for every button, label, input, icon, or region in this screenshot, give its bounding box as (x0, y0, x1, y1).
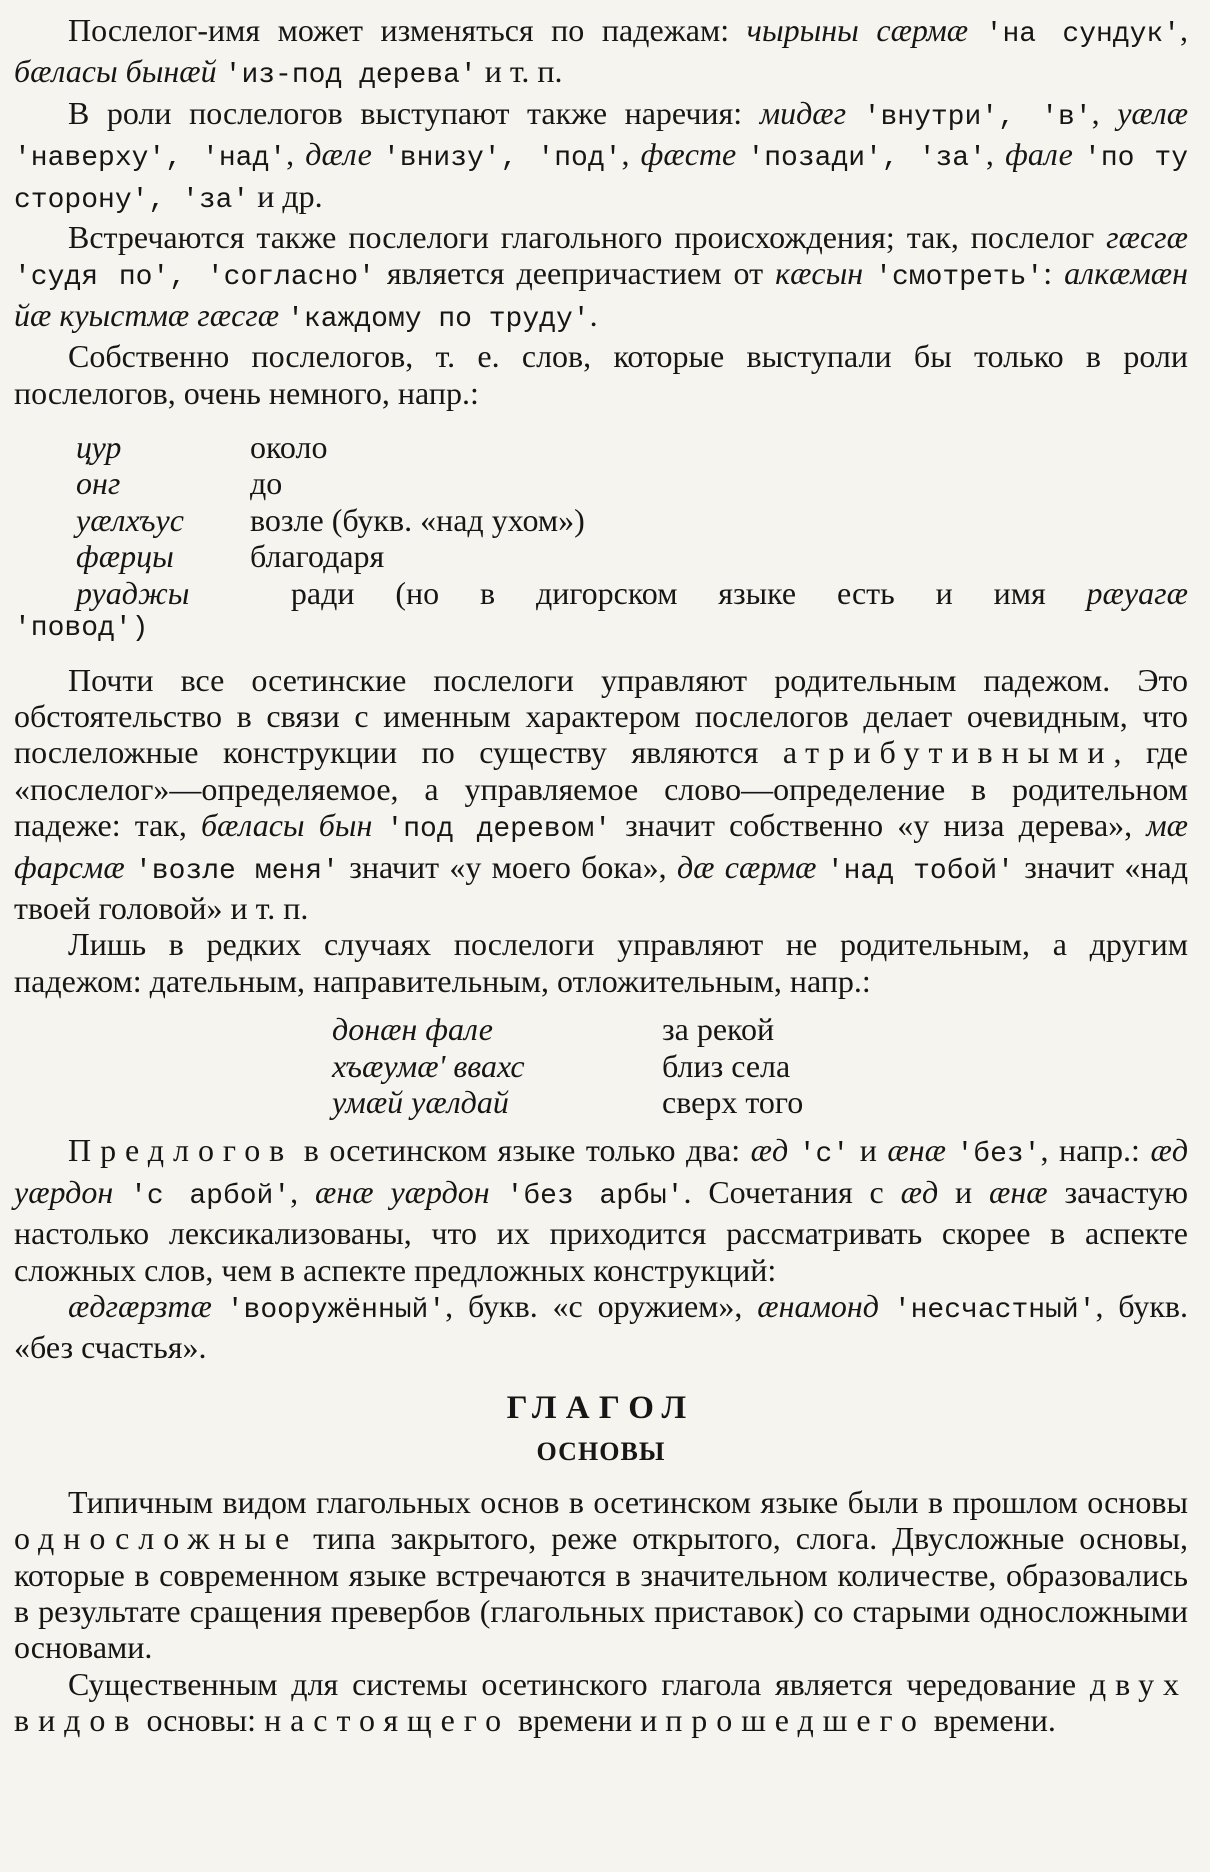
paragraph-postposition-cases (14, 12, 1188, 95)
list-item (76, 502, 585, 538)
meaning-word: ради (290, 574, 355, 611)
gloss: 'внутри', 'в' (863, 101, 1092, 133)
text: , (621, 136, 641, 173)
osset-word: мæ фарсмæ (14, 807, 1189, 885)
text: времени. (925, 1702, 1056, 1739)
text: , (1091, 94, 1118, 131)
paragraph-verb-stems (14, 1484, 1188, 1666)
text: и др. (249, 177, 323, 214)
osset-word: фале (1005, 136, 1073, 173)
text: , (1180, 12, 1189, 48)
spaced-term: настоящего (264, 1702, 511, 1739)
osset-word: цур (76, 429, 122, 466)
text: . Сочетания с (683, 1173, 901, 1210)
gloss: 'внизу', 'под' (382, 143, 622, 175)
text: основы: (138, 1702, 265, 1739)
meaning-word: и (935, 574, 953, 611)
spaced-term: прошедшего (665, 1702, 926, 1739)
osset-word: бæласы бынæй (14, 53, 217, 90)
section-heading: ГЛАГОЛ (506, 1389, 696, 1426)
text: Послелог-имя может изменяться по падежам: (68, 12, 747, 48)
paragraph-prepositions (14, 1132, 1188, 1288)
list-item (76, 538, 585, 574)
gloss: 'с арбой' (130, 1180, 291, 1212)
meaning-word: в (479, 574, 496, 611)
meaning-word: (но (395, 574, 440, 611)
gloss: 'судя по', 'согласно' (14, 262, 375, 294)
gloss: 'под деревом' (386, 814, 611, 846)
paragraph-adverbs (14, 95, 1188, 219)
osset-word: æнæ (887, 1132, 946, 1169)
spaced-term: односложные (14, 1520, 299, 1557)
text: и (849, 1132, 888, 1169)
gloss-continuation: 'повод') (14, 613, 149, 645)
text: и т. п. (476, 53, 563, 90)
osset-word: æд уæрдон (14, 1132, 1189, 1210)
osset-word: бæласы бын (200, 807, 373, 844)
paragraph-lexicalized-examples (14, 1288, 1188, 1366)
osset-word: умæй уæлдай (332, 1083, 509, 1120)
meaning: за рекой (662, 1011, 775, 1048)
gloss: 'по ту сторону', 'за' (14, 143, 1189, 216)
text: , где «послелог»—определяемое, а управляемое слово—определение в родительном падеже: так, (14, 734, 1188, 844)
paragraph-verbal-postpositions (14, 219, 1188, 338)
list-item (332, 1011, 803, 1047)
spaced-term: двух видов (14, 1665, 1188, 1739)
meaning: благодаря (250, 538, 385, 575)
text: типа закрытого, реже открытого, слога. Двусложные основы, которые в современном языке встречаются в значительном количестве, образовались в результате сращения превербов (глагольных приставок) со старыми односложными основами. (14, 1520, 1188, 1666)
subsection-heading: ОСНОВЫ (536, 1436, 666, 1466)
osset-word: донæн фале (332, 1011, 493, 1048)
text: зачастую настолько лексикализованы, что их приходится рассматривать скорее в аспекте сложных слов, чем в аспекте предложных конструкций: (14, 1173, 1189, 1288)
gloss: 'каждому по труду' (287, 303, 590, 335)
meaning: до (250, 465, 283, 502)
gloss: 'возле меня' (134, 855, 339, 887)
gloss: 'смотреть' (875, 262, 1044, 294)
meaning: около (250, 429, 328, 466)
osset-word: мидæг (759, 94, 847, 131)
list-item (76, 465, 585, 501)
text: Типичным видом глагольных основ в осетинском языке были в прошлом основы (68, 1483, 1188, 1520)
osset-word: æдгæрзтæ (68, 1288, 212, 1324)
list-item (332, 1048, 803, 1084)
text: , (290, 1173, 316, 1210)
text: Встречаются также послелоги глагольного происхождения; так, послелог (68, 219, 1107, 256)
osset-word: фæрцы (76, 538, 174, 575)
spaced-term: Предлогов (68, 1132, 294, 1169)
gloss: 'на сундук' (985, 19, 1181, 50)
meaning-word: есть (836, 574, 895, 611)
text: является деепричастием от (374, 255, 776, 292)
text: Существенным для системы осетинского глагола является чередование (68, 1665, 1090, 1702)
osset-word: кæсын (775, 255, 864, 292)
list-item (332, 1084, 803, 1120)
text: , букв. «без счастья». (14, 1288, 1189, 1366)
paragraph-genitive-government (14, 662, 1188, 927)
text: . (589, 296, 598, 333)
list-item (76, 429, 585, 465)
gloss: 'из-под дерева' (224, 60, 477, 92)
osset-word: æнæ уæрдон (315, 1173, 490, 1210)
meaning-word: дигорском (535, 574, 678, 611)
text: значит «над твоей головой» и т. п. (14, 848, 1189, 926)
text: В роли послелогов выступают также наречия: (68, 94, 760, 131)
osset-word: хъæумæ' ввахс (332, 1047, 525, 1084)
gloss: 'вооружённый' (226, 1295, 446, 1326)
osset-word: фæсте (640, 136, 737, 173)
example-list (332, 1011, 803, 1120)
osset-word: æнамонд (757, 1288, 879, 1324)
list-item-last (76, 575, 1188, 611)
paragraph-other-cases: Лишь в редких случаях послелоги управляют не родительным, а другим падежом: дательным, направительным, отложительным, напр.: (14, 926, 1188, 999)
gloss: 'с' (798, 1139, 850, 1171)
osset-word: чырыны сæрмæ (746, 12, 969, 48)
gloss: 'позади', 'за' (747, 143, 986, 175)
osset-word: дæ сæрмæ (676, 848, 817, 885)
gloss: 'без' (956, 1139, 1041, 1171)
gloss: 'над тобой' (826, 855, 1014, 887)
osset-word: æд (900, 1173, 939, 1210)
osset-word: æд (750, 1132, 789, 1169)
meaning-word: языке (718, 574, 797, 611)
postposition-list (76, 429, 585, 575)
osset-word: гæсгæ (1106, 219, 1188, 256)
osset-word: рæуагæ (1086, 574, 1188, 611)
meaning-word: имя (993, 574, 1046, 611)
spaced-term: атрибутивными (782, 734, 1114, 771)
gloss: 'без арбы' (506, 1180, 684, 1212)
text: , (286, 136, 306, 173)
list-item-line (76, 575, 1188, 611)
osset-word: онг (76, 465, 121, 502)
text: значит собственно «у низа дерева», (611, 807, 1147, 844)
paragraph-stem-alternation (14, 1666, 1188, 1739)
osset-word: уæлхъус (76, 501, 184, 538)
osset-word: дæле (305, 136, 372, 173)
text: , напр.: (1040, 1132, 1151, 1169)
text: : (1043, 255, 1065, 292)
osset-word: æнæ (989, 1173, 1048, 1210)
text: в осетинском языке только два: (293, 1132, 751, 1169)
meaning: близ села (662, 1047, 791, 1084)
text: и (938, 1173, 990, 1210)
gloss: 'несчастный' (893, 1295, 1096, 1326)
osset-word: уæлæ (1117, 94, 1189, 131)
osset-word: руаджы (76, 574, 190, 611)
text: времени и (510, 1702, 666, 1739)
gloss: 'наверху', 'над' (14, 143, 287, 175)
text: значит «у моего бока», (338, 848, 677, 885)
text: , букв. «с оружием», (445, 1288, 758, 1324)
text: , (985, 136, 1006, 173)
meaning: сверх того (662, 1083, 804, 1120)
osset-word: алкæмæн йæ куыстмæ гæсгæ (14, 255, 1189, 333)
meaning: возле (букв. «над ухом») (250, 501, 585, 538)
paragraph-proper-postpositions: Собственно послелогов, т. е. слов, которые выступали бы только в роли послелогов, очень немного, напр.: (14, 338, 1188, 411)
text: Почти все осетинские послелоги управляют родительным падежом. Это обстоятельство в связи с именным характером послелогов делает очевидным, что послеложные конструкции по существу являются (14, 661, 1188, 771)
